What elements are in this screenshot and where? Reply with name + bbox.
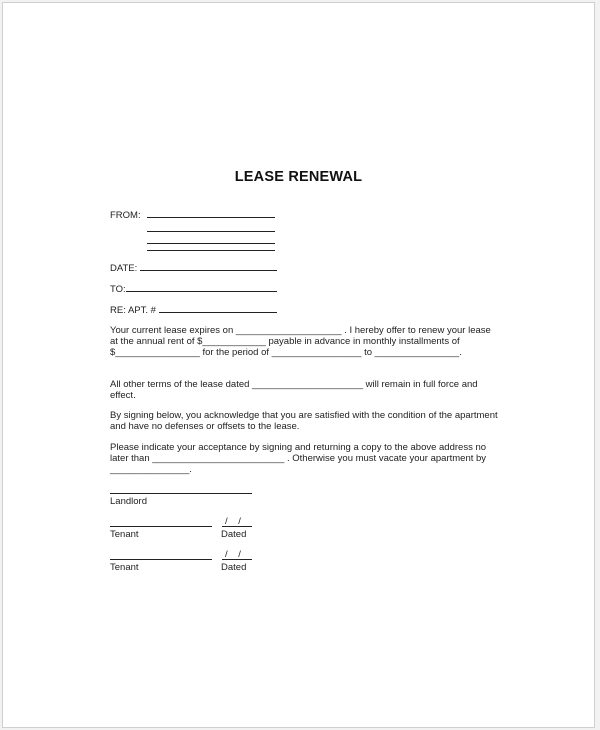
landlord-label: Landlord: [110, 496, 147, 507]
landlord-signature-line: [110, 493, 252, 494]
tenant2-label: Tenant: [110, 562, 139, 573]
tenant2-dated-label: Dated: [221, 562, 247, 573]
paragraph-acceptance: Please indicate your acceptance by signing and returning a copy to the above address no later than _________________________ . Otherwise you must vacate your apartment by _______________.: [110, 442, 487, 476]
from-label: FROM:: [110, 210, 141, 221]
to-label: TO:: [110, 284, 126, 295]
re-apt-line: [159, 312, 277, 313]
date-line: [140, 270, 277, 271]
tenant1-date-blank: / /: [225, 516, 245, 527]
tenant1-signature-line: [110, 526, 212, 527]
from-line-4: [147, 250, 275, 251]
tenant1-date-line: [222, 526, 252, 527]
re-apt-label: RE: APT. #: [110, 305, 156, 316]
from-line-2: [147, 231, 275, 232]
document-page: [2, 2, 595, 728]
from-line-1: [147, 217, 275, 218]
from-line-3: [147, 243, 275, 244]
tenant2-date-blank: / /: [225, 549, 245, 560]
to-line: [126, 291, 277, 292]
paragraph-lease-terms: Your current lease expires on ____________________ . I hereby offer to renew your lease at the annual rent of $____________ payable in advance in monthly installments of $________________ for the period of _________________ to ________________.: [110, 325, 491, 359]
paragraph-acknowledge: By signing below, you acknowledge that you are satisfied with the condition of the apartment and have no defenses or offsets to the lease.: [110, 410, 498, 433]
tenant2-signature-line: [110, 559, 212, 560]
date-label: DATE:: [110, 263, 138, 274]
tenant2-date-line: [222, 559, 252, 560]
tenant1-label: Tenant: [110, 529, 139, 540]
tenant1-dated-label: Dated: [221, 529, 247, 540]
paragraph-other-terms: All other terms of the lease dated _____________________ will remain in full force and effect.: [110, 379, 478, 402]
document-title: LEASE RENEWAL: [234, 169, 363, 185]
